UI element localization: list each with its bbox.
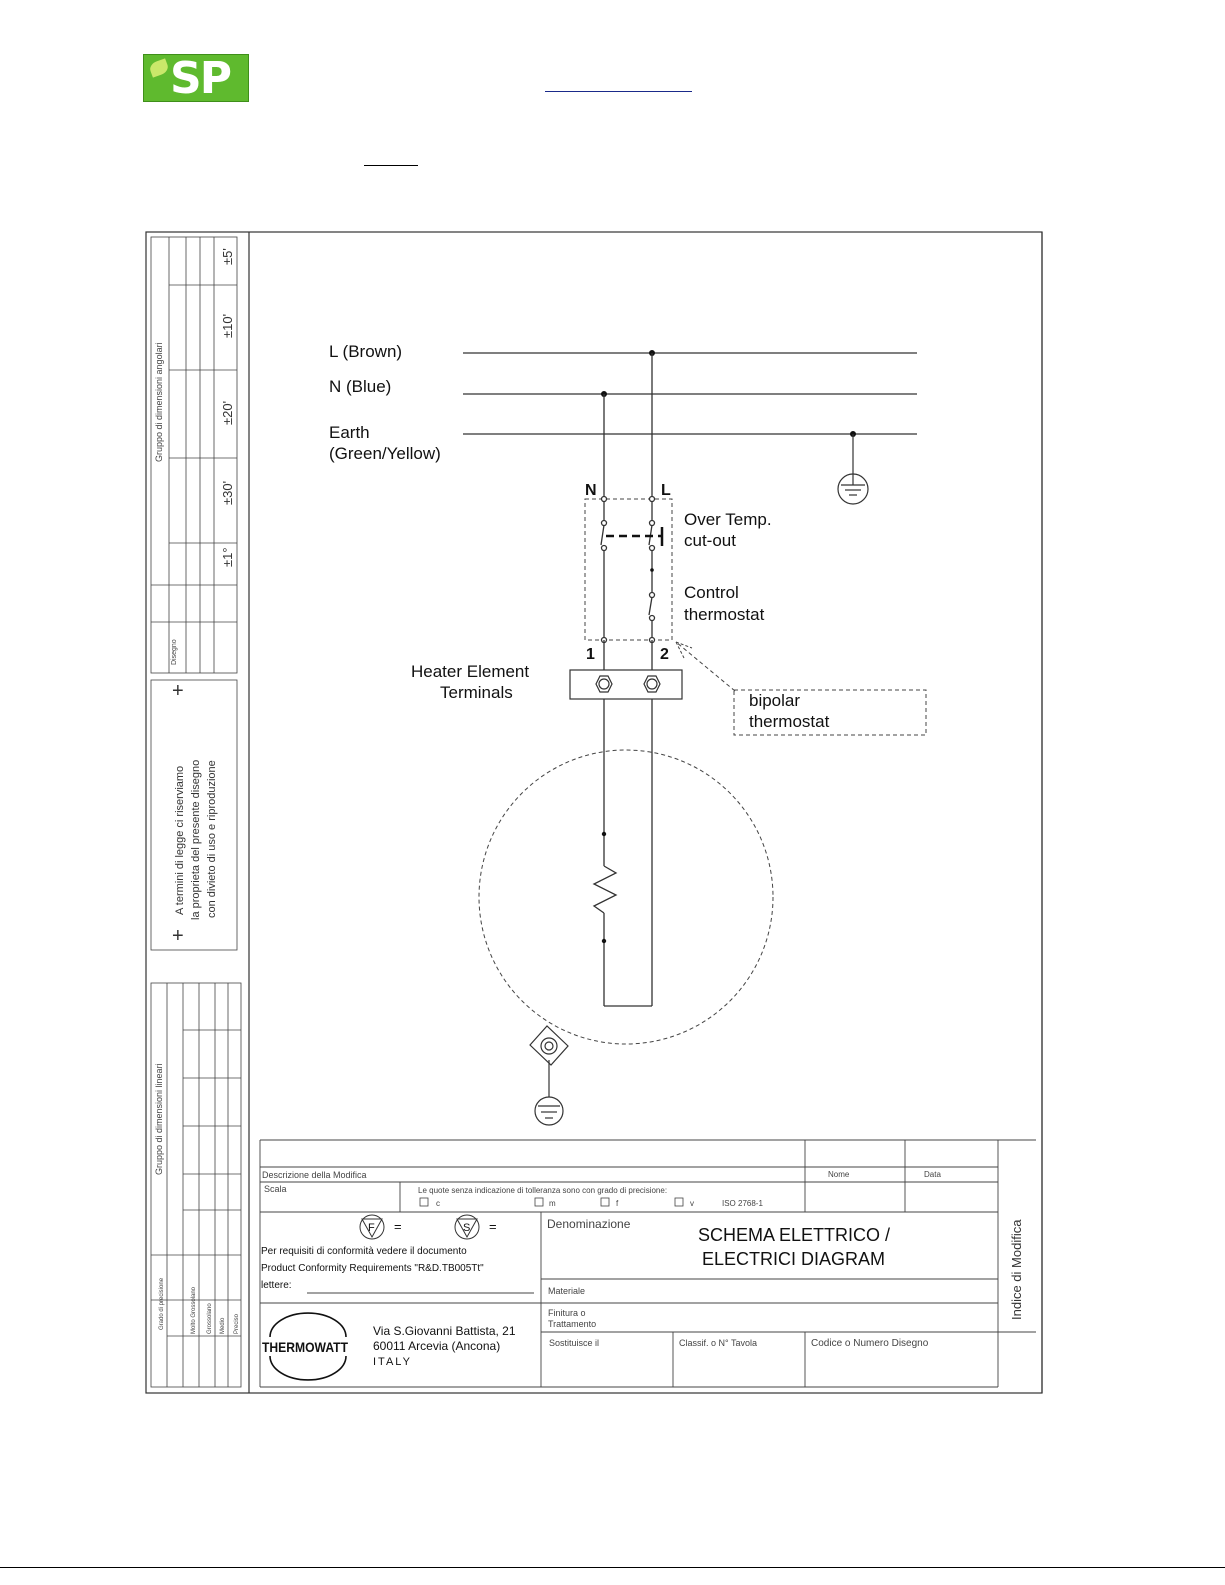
- svg-text:m: m: [549, 1199, 556, 1208]
- address-line-3: ITALY: [373, 1356, 412, 1368]
- supply-lines: [463, 353, 917, 434]
- precision-row-2: Grossolano: [207, 1303, 213, 1334]
- angular-value-3: ±20': [220, 400, 235, 425]
- page-bottom-rule: [0, 1567, 1225, 1568]
- thermowatt-logo-text: THERMOWATT: [262, 1339, 349, 1355]
- svg-text:=: =: [394, 1219, 402, 1234]
- date-label: Data: [924, 1170, 941, 1179]
- angular-value-5: ±5': [220, 248, 235, 265]
- scale-label: Scala: [264, 1184, 287, 1194]
- bottom-earth-icon: [530, 1026, 568, 1125]
- tolerance-note: Le quote senza indicazione di tolleranza sono con grado di precisione:: [418, 1186, 668, 1195]
- copyright-line-2: la proprieta del presente disegno: [190, 759, 202, 920]
- conformity-line-3: lettere:: [261, 1280, 292, 1291]
- svg-text:v: v: [690, 1199, 694, 1208]
- heater-terminals-label-2: Terminals: [440, 683, 513, 702]
- plus-mark-top: +: [172, 680, 184, 702]
- tolerance-checkbox-m: [535, 1198, 543, 1206]
- terminal-l-label: L: [661, 482, 671, 499]
- heater-element-outline: [479, 750, 773, 1044]
- earth-color-label: (Green/Yellow): [329, 444, 441, 463]
- drawing-label: Disegno: [171, 639, 178, 665]
- precision-row-1: Molto Grossolano: [191, 1286, 197, 1334]
- replaces-label: Sostituisce il: [549, 1338, 600, 1348]
- control-thermostat-label-2: thermostat: [684, 605, 765, 624]
- copyright-line-3: con divieto di uso e riproduzione: [206, 760, 218, 918]
- heater-terminal-block: [570, 670, 682, 699]
- tolerance-checkbox-v: [675, 1198, 683, 1206]
- drawing-title-line-1: SCHEMA ELETTRICO /: [698, 1225, 891, 1245]
- tolerance-checkbox-c: [420, 1198, 428, 1206]
- svg-text:c: c: [436, 1199, 440, 1208]
- grade-label: Grado di precisione: [159, 1277, 165, 1330]
- drawing-code-label: Codice o Numero Disegno: [811, 1338, 929, 1349]
- drawing-title-line-2: ELECTRICI DIAGRAM: [702, 1249, 886, 1269]
- finish-label-1: Finitura o: [548, 1308, 586, 1318]
- svg-text:F: F: [368, 1222, 375, 1234]
- modification-index-label: Indice di Modifica: [1009, 1219, 1024, 1320]
- name-label: Nome: [828, 1170, 850, 1179]
- bipolar-thermostat-box: [585, 499, 672, 640]
- over-temp-label-1: Over Temp.: [684, 510, 772, 529]
- address-line-1: Via S.Giovanni Battista, 21: [373, 1324, 516, 1338]
- address-line-2: 60011 Arcevia (Ancona): [373, 1339, 501, 1353]
- conformity-line-2: Product Conformity Requirements "R&D.TB005Tt": [261, 1263, 484, 1274]
- terminal-n-label: N: [585, 482, 597, 499]
- precision-row-4: Preciso: [234, 1313, 240, 1334]
- linear-title: Gruppo di dimensioni lineari: [154, 1063, 164, 1175]
- bipolar-callout-arrow: [676, 642, 735, 691]
- tolerance-checkbox-f: [601, 1198, 609, 1206]
- angular-value-1: ±1°: [220, 547, 235, 567]
- bipolar-label-2: thermostat: [749, 712, 830, 731]
- precision-row-3: Medio: [220, 1317, 226, 1334]
- control-thermostat-label-1: Control: [684, 583, 739, 602]
- denomination-label: Denominazione: [547, 1217, 631, 1231]
- heater-element: [594, 699, 652, 1006]
- plus-mark-bottom: +: [172, 925, 184, 947]
- terminal-1-label: 1: [586, 646, 595, 663]
- angular-value-2: ±30': [220, 480, 235, 505]
- angular-value-4: ±10': [220, 313, 235, 338]
- conformity-line-1: Per requisiti di conformità vedere il documento: [261, 1246, 467, 1257]
- neutral-line-label: N (Blue): [329, 377, 392, 396]
- finish-label-2: Trattamento: [548, 1319, 597, 1329]
- live-line-label: L (Brown): [329, 342, 403, 361]
- over-temp-label-2: cut-out: [684, 531, 736, 550]
- terminal-2-label: 2: [660, 646, 669, 663]
- copyright-line-1: A termini di legge ci riserviamo: [174, 765, 186, 915]
- svg-text:=: =: [489, 1219, 497, 1234]
- heater-terminals-label-1: Heater Element: [411, 662, 530, 681]
- earth-ground-icon: [838, 434, 868, 504]
- svg-text:f: f: [616, 1199, 619, 1208]
- bipolar-label-1: bipolar: [749, 691, 801, 710]
- logo-text: SP: [170, 53, 230, 104]
- iso-reference: ISO 2768-1: [722, 1199, 763, 1208]
- earth-line-label: Earth: [329, 423, 370, 442]
- material-label: Materiale: [548, 1286, 586, 1296]
- classification-label: Classif. o N° Tavola: [679, 1338, 757, 1348]
- modification-desc-label: Descrizione della Modifica: [262, 1170, 367, 1180]
- svg-text:S: S: [463, 1222, 471, 1234]
- angular-title: Gruppo di dimensioni angolari: [154, 342, 164, 462]
